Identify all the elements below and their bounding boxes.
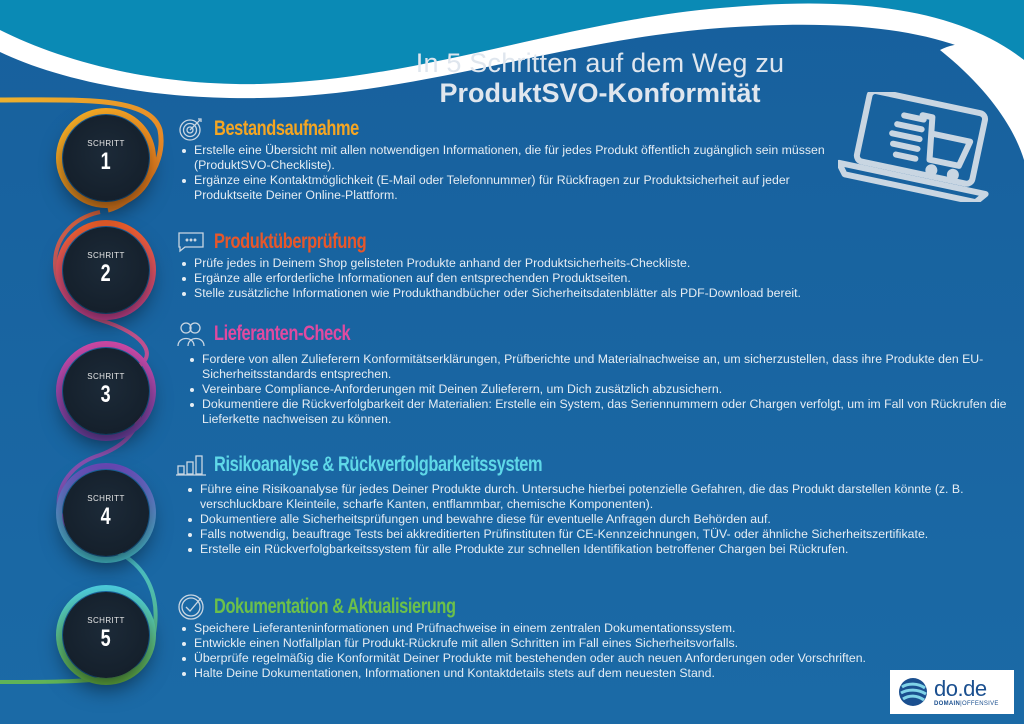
step-label: SCHRITT [87,250,125,260]
step-3-section [176,321,1012,427]
logo-sub-separator: | [960,700,962,707]
step-1-section [176,116,854,203]
step-number: 2 [100,259,112,287]
step-number: 5 [100,624,112,652]
list-item: Erstelle ein Rückverfolgbarkeitssystem für alle Produkte zur schnellen Identifikation betroffener Chargen bei Rückrufen. [200,542,1020,557]
list-item: Erstelle eine Übersicht mit allen notwendigen Informationen, die für jedes Produkt öffentlich zugänglich sein müssen (ProduktSVO-Checkliste). [194,143,854,173]
title-line-1: In 5 Schritten auf dem Weg zu [415,48,785,78]
list-item: Halte Deine Dokumentationen, Informationen und Kontaktdetails stets auf dem neuesten Stand. [194,666,914,681]
list-item: Stelle zusätzliche Informationen wie Produkthandbücher oder Sicherheitsdatenblätter als PDF-Download bereit. [194,286,994,301]
step-label: SCHRITT [87,371,125,381]
step-3-badge [63,348,149,434]
step-1-badge [63,115,149,201]
users-icon [176,322,206,346]
step-label: SCHRITT [87,493,125,503]
step-number: 3 [100,380,112,408]
step-5-title: Dokumentation & Aktualisierung [214,595,456,618]
logo-name: do.de [934,675,987,701]
list-item: Entwickle einen Notfallplan für Produkt-Rückrufe mit allen Schritten im Fall eines Sicherheitsvorfalls. [194,636,914,651]
list-item: Falls notwendig, beauftrage Tests bei akkreditierten Prüfinstituten für CE-Kennzeichnungen, TÜV- oder ähnliche Sicherheitszertifikate. [200,527,1020,542]
list-item: Ergänze alle erforderliche Informationen auf den entsprechenden Produktseiten. [194,271,994,286]
step-5-badge [63,592,149,678]
laptop-shopping-cart-icon [838,92,1008,202]
step-5-section [176,594,914,681]
list-item: Dokumentiere die Rückverfolgbarkeit der Materialien: Erstelle ein System, das Seriennummern oder Chargen verfolgt, um im Fall von Rückrufen die Lieferkette nachweisen zu können. [202,397,1012,427]
list-item: Fordere von allen Zulieferern Konformitätserklärungen, Prüfberichte und Materialnachweise an, um sicherzustellen, dass ihre Produkte den EU-Sicherheitsstandards entsprechen. [202,352,1012,382]
step-3-title: Lieferanten-Check [214,322,351,345]
logo-subtitle [934,701,999,707]
step-4-title: Risikoanalyse & Rückverfolgbarkeitssystem [214,453,543,476]
title-line-2: ProduktSVO-Konformität [439,78,761,108]
step-2-title: Produktüberprüfung [214,230,367,253]
do-de-logo [890,670,1014,714]
bar-chart-icon [176,453,206,477]
list-item: Vereinbare Compliance-Anforderungen mit Deinen Zulieferern, um Dich zusätzlich abzusichern. [202,382,1012,397]
step-number: 1 [100,147,112,175]
step-label: SCHRITT [87,615,125,625]
logo-sub-bold: DOMAIN [934,700,961,707]
list-item: Überprüfe regelmäßig die Konformität Deiner Produkte mit bestehenden oder auch neuen Anforderungen oder Vorschriften. [194,651,914,666]
list-item: Führe eine Risikoanalyse für jedes Deiner Produkte durch. Untersuche hierbei potenzielle Gefahren, die das Produkt darstellen könnte (z. B. verschluckbare Kleinteile, scharfe Kanten, entflammbar, chemische Komponenten). [200,482,1020,512]
page-title [330,48,870,108]
step-2-badge [63,227,149,313]
chat-bubble-icon [176,230,206,254]
step-2-section [176,229,994,301]
step-label: SCHRITT [87,138,125,148]
step-4-badge [63,470,149,556]
check-circle-icon [176,595,206,619]
list-item: Speichere Lieferanteninformationen und Prüfnachweise in einem zentralen Dokumentationssystem. [194,621,914,636]
list-item: Prüfe jedes in Deinem Shop gelisteten Produkte anhand der Produktsicherheits-Checkliste. [194,256,994,271]
step-1-title: Bestandsaufnahme [214,117,359,140]
logo-sub-light: OFFENSIVE [962,700,999,707]
step-number: 4 [100,502,112,530]
list-item: Ergänze eine Kontaktmöglichkeit (E-Mail oder Telefonnummer) für Rückfragen zur Produktsicherheit auf jeder Produktseite Deiner Online-Plattform. [194,173,854,203]
globe-logo-icon [898,677,928,707]
target-icon [176,117,206,141]
list-item: Dokumentiere alle Sicherheitsprüfungen und bewahre diese für eventuelle Anfragen durch Behörden auf. [200,512,1020,527]
step-4-section [176,452,1020,557]
